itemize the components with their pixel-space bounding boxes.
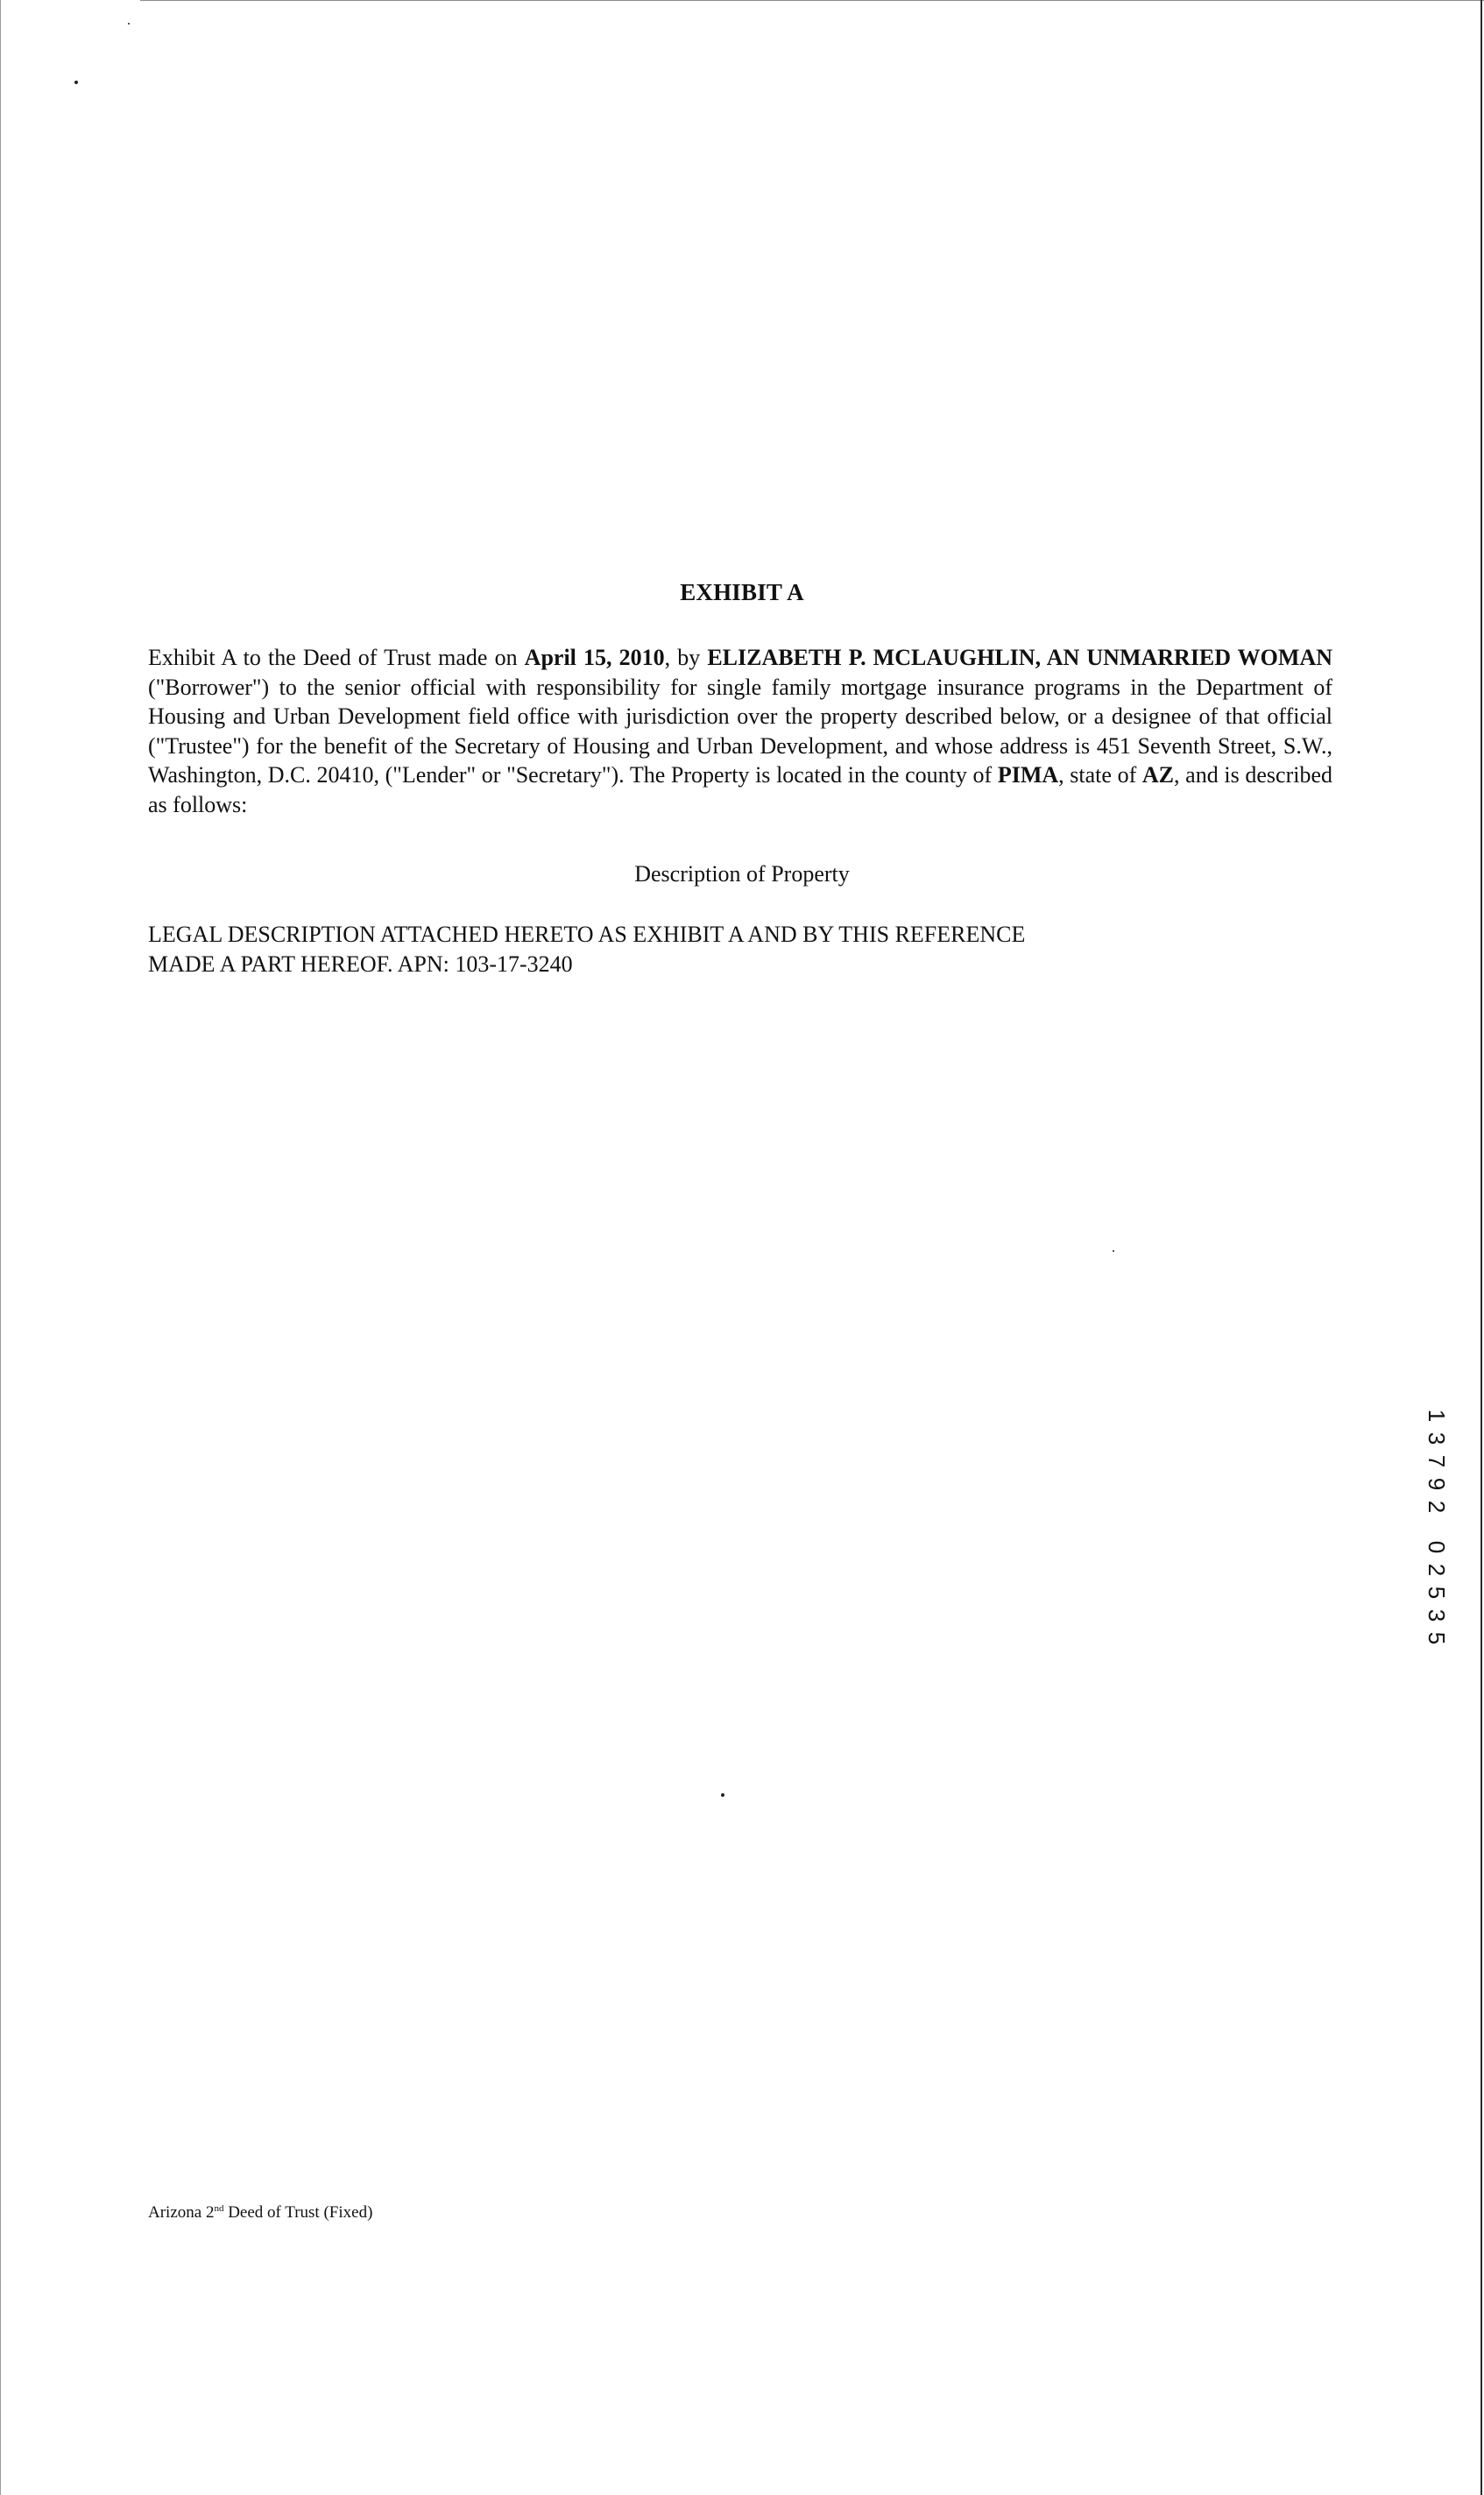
footer-text: Deed of Trust (Fixed) [223, 2203, 373, 2222]
paragraph-text: , and is described as follows: [148, 762, 1332, 817]
form-footer [148, 2203, 372, 2223]
exhibit-title: EXHIBIT A [680, 579, 804, 605]
stamp-digit: 2 [1424, 1500, 1450, 1514]
state-name: AZ [1141, 762, 1175, 788]
description-heading: Description of Property [634, 861, 850, 887]
page-left-edge [0, 0, 1, 2495]
legal-description [148, 920, 1243, 979]
stamp-digit: 3 [1424, 1431, 1450, 1445]
legal-description-line: LEGAL DESCRIPTION ATTACHED HERETO AS EXHIBIT A AND BY THIS REFERENCE [148, 922, 1026, 947]
scan-speck [1113, 1250, 1114, 1252]
recording-number-stamp [1421, 1404, 1452, 1650]
stamp-digit: 9 [1424, 1477, 1450, 1491]
exhibit-paragraph [148, 643, 1332, 819]
legal-description-line: MADE A PART HEREOF. APN: 103-17-3240 [148, 951, 573, 977]
stamp-group [1421, 1536, 1452, 1650]
deed-date: April 15, 2010 [524, 645, 665, 670]
county-name: PIMA [997, 762, 1059, 788]
stamp-digit: 5 [1424, 1631, 1450, 1645]
borrower-name: ELIZABETH P. MCLAUGHLIN, AN UNMARRIED WOMAN [707, 645, 1332, 670]
paragraph-text: , state of [1058, 762, 1142, 788]
scan-speck [128, 23, 130, 25]
paragraph-text: , by [664, 645, 708, 670]
stamp-digit: 7 [1424, 1454, 1450, 1468]
footer-superscript: nd [214, 2203, 224, 2214]
stamp-digit: 2 [1424, 1563, 1450, 1577]
page-right-edge [1480, 0, 1482, 2495]
stamp-group [1421, 1404, 1452, 1518]
stamp-digit: 1 [1424, 1409, 1450, 1423]
page-top-edge [140, 0, 1484, 1]
paragraph-text: Exhibit A to the Deed of Trust made on [148, 645, 525, 670]
stamp-digit: 0 [1424, 1540, 1450, 1554]
scan-speck [74, 81, 78, 84]
paragraph-text: ("Borrower") to the senior official with responsibility for single family mortgage insurance programs in the Department of Housing and Urban Development field office with jurisdiction over the property described below, or a designee of that official ("Trustee") for the benefit of the Secretary of Housing and Urban Development, and whose address is 451 Seventh Street, S.W., Washington, D.C. 20410, ("Lender" or "Secretary"). The Property is located in the county of [148, 674, 1332, 788]
scan-speck [721, 1793, 724, 1797]
stamp-digit: 5 [1424, 1586, 1450, 1600]
stamp-digit: 3 [1424, 1608, 1450, 1622]
footer-text: Arizona 2 [148, 2203, 215, 2222]
